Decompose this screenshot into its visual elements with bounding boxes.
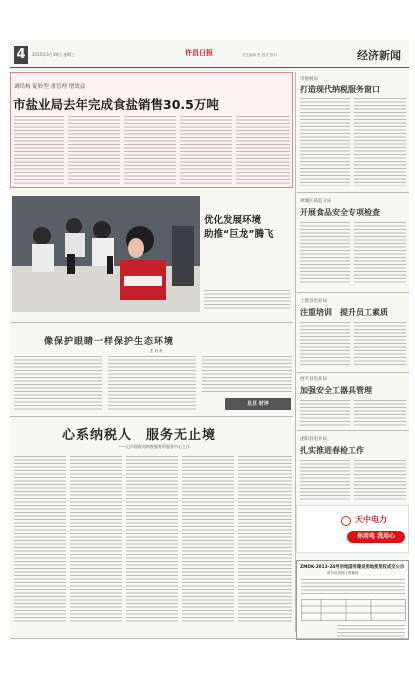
right-story-1-category: 市地税局 [300, 77, 318, 82]
divider [297, 292, 409, 293]
lead-body-col2 [68, 116, 120, 184]
right-story-1-headline: 打造现代纳税服务窗口 [300, 85, 380, 94]
notice-footer [337, 625, 405, 637]
lead-body-col4 [180, 116, 232, 184]
divider [10, 416, 293, 417]
commentary-tag: 旦旦 时评 [225, 398, 291, 410]
date-line: 2015年3月19日 星期三 [32, 52, 76, 57]
lead-body-col5 [236, 116, 290, 184]
lead-body-col1 [14, 116, 64, 184]
right-story-2-headline: 开展食品安全专项检查 [300, 208, 380, 217]
right-story-5-body-b [354, 460, 406, 500]
header-rule [10, 67, 409, 68]
photo-headline-line1: 优化发展环境 [204, 215, 262, 226]
feature-body-col1 [14, 456, 66, 624]
land-notice-box [296, 560, 409, 640]
feature-subhead: ——记市国税局纳税服务科服务中心工作 [118, 444, 190, 449]
divider [297, 430, 409, 431]
right-story-4-headline: 加强安全工器具管理 [300, 386, 372, 395]
right-story-3-body-b [354, 322, 406, 366]
page-header [10, 46, 409, 66]
masthead-logo: 许昌日报 [185, 48, 213, 57]
eye-story-byline: 张 尚 岭 [150, 349, 163, 353]
ad-brand: 天中电力 [355, 515, 387, 524]
divider [10, 322, 293, 323]
eye-body-col3 [202, 356, 292, 394]
notice-title: ZMDK-2013-24号宗地国有建设用地使用权成交公示 [300, 565, 405, 570]
photo-caption [204, 290, 290, 310]
feature-body-col5 [238, 456, 292, 624]
right-story-3-headline: 注重培训 提升员工素质 [300, 308, 388, 317]
notice-body [301, 579, 405, 595]
lead-kicker: 调结构 促转型 重管理 增效益 [14, 84, 86, 90]
eye-body-col1 [14, 356, 102, 412]
right-story-4-body-b [354, 400, 406, 426]
feature-body-col2 [70, 456, 122, 624]
right-story-5-body-a [300, 460, 350, 500]
notice-issuer: 驻马店市国土资源局 [327, 571, 359, 575]
lead-body-col3 [124, 116, 176, 184]
divider [297, 192, 409, 193]
right-story-4-body-a [300, 400, 350, 426]
right-story-4-category: 西平县电业局 [300, 377, 327, 382]
eye-body-col2 [108, 356, 196, 412]
divider [297, 372, 409, 373]
right-story-1-body-a [300, 98, 350, 186]
right-story-2-body-b [354, 222, 406, 284]
notice-table [301, 599, 406, 621]
feature-body-col4 [182, 456, 234, 624]
ad-slogan: 你用电 我用心 [347, 531, 405, 543]
right-story-2-body-a [300, 222, 350, 284]
microscope-workers-image [12, 196, 200, 312]
footer-rule [10, 638, 409, 639]
eye-story-headline: 像保护眼睛一样保护生态环境 [44, 337, 175, 347]
right-story-1-body-b [354, 98, 406, 186]
feature-headline: 心系纳税人 服务无止境 [62, 428, 217, 443]
power-company-ad [296, 505, 409, 553]
right-story-3-category: 上蔡县电业局 [300, 299, 327, 304]
page-number: 4 [14, 46, 28, 64]
right-story-5-headline: 扎实推进春检工作 [300, 446, 364, 455]
power-logo-icon [341, 516, 351, 526]
lead-headline: 市盐业局去年完成食盐销售30.5万吨 [13, 97, 219, 112]
right-story-2-category: 禄城区质监分局 [300, 199, 332, 204]
feature-body-col3 [126, 456, 178, 624]
news-photo [12, 196, 200, 312]
photo-headline-line2: 助推“巨龙”腾飞 [204, 229, 274, 240]
section-title: 经济新闻 [357, 49, 401, 62]
editor-line: 责任编辑 张 版式 校对 [242, 53, 277, 57]
right-story-5-category: 泌阳县电业局 [300, 437, 327, 442]
photo-headline [204, 214, 274, 242]
right-story-3-body-a [300, 322, 350, 366]
